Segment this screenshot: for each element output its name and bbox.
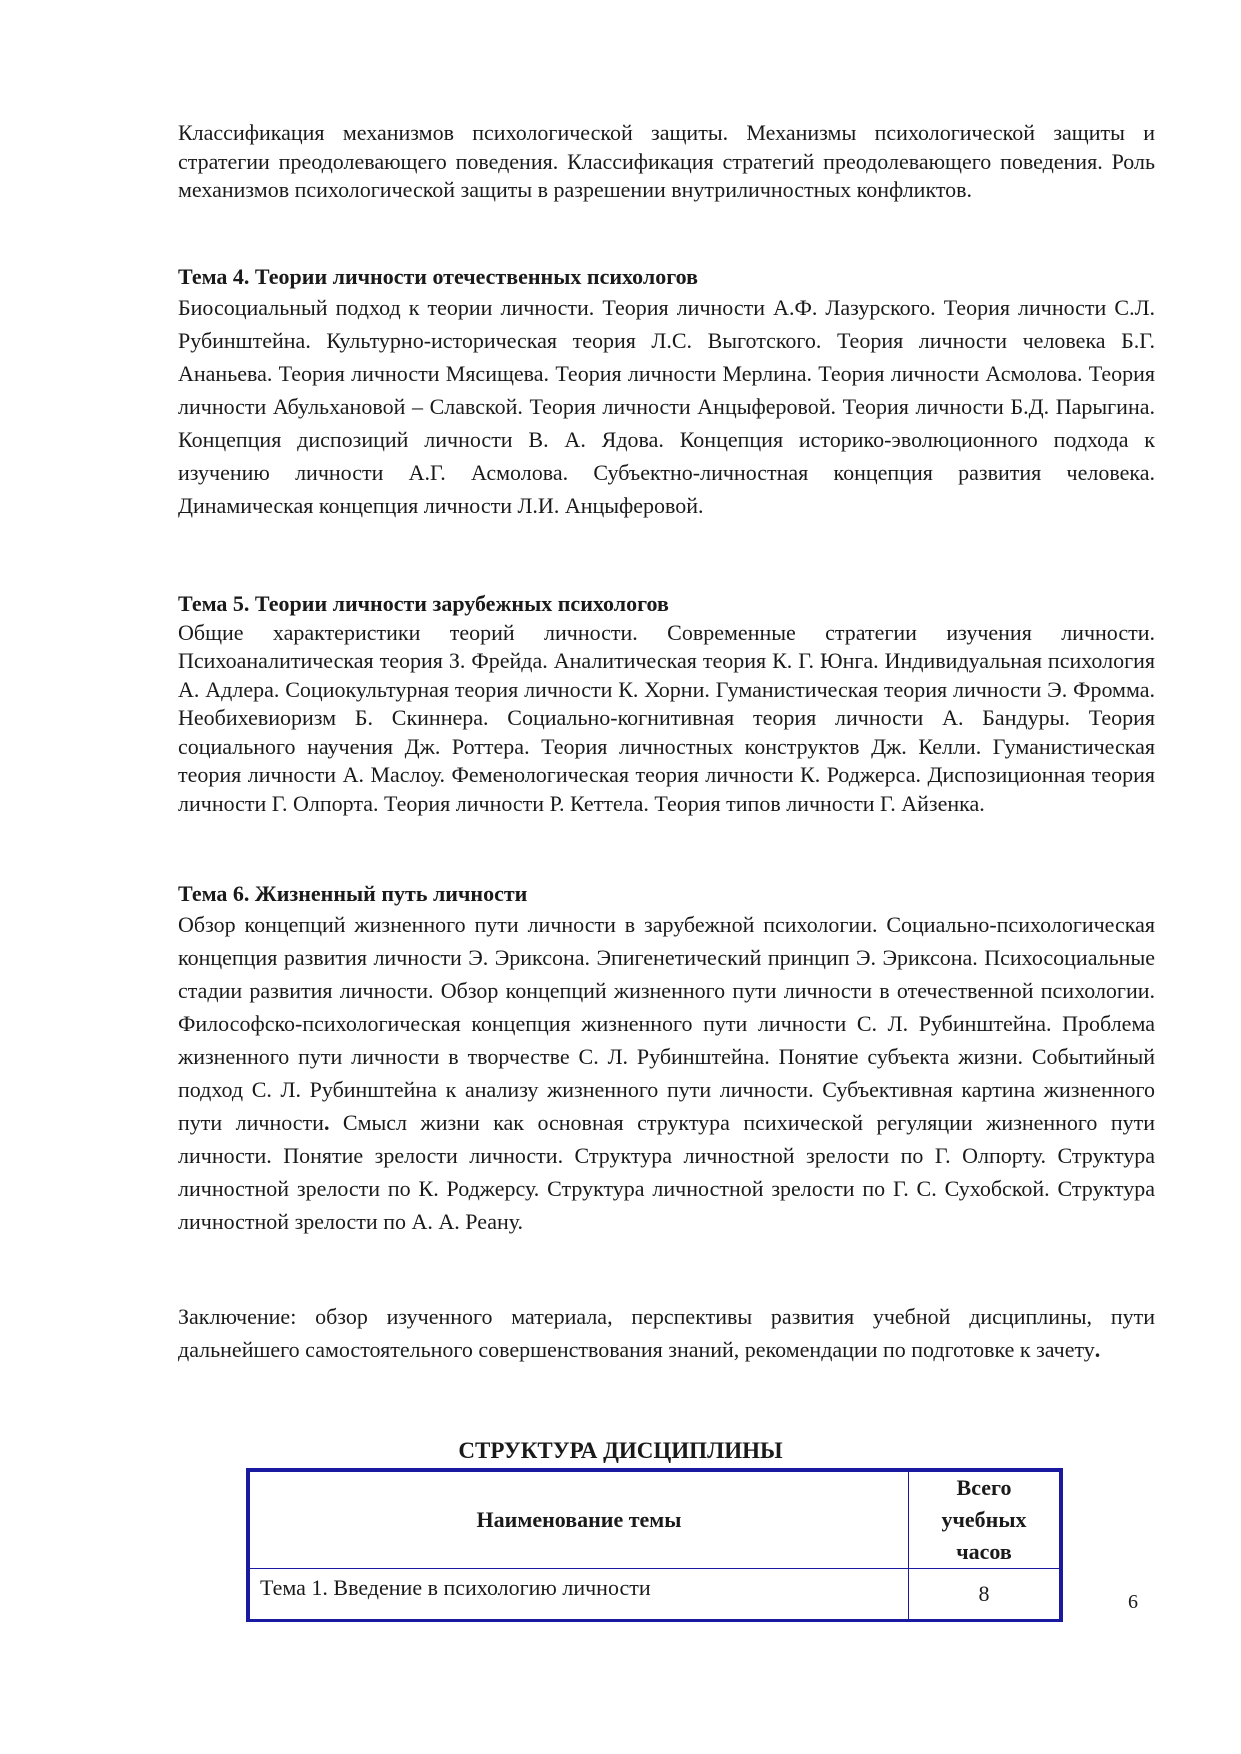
row-topic-cell: Тема 1. Введение в психологию личности [248, 1569, 909, 1621]
table-row [248, 1569, 1061, 1621]
row-hours-cell: 8 [978, 1581, 990, 1606]
structure-table [246, 1468, 1063, 1622]
page-number: 6 [1128, 1591, 1138, 1613]
header-hours-line3: часов [956, 1539, 1012, 1564]
topic6-body [178, 908, 1155, 1238]
header-hours-line1: Всего [956, 1475, 1012, 1500]
conclusion-section [178, 1300, 1155, 1366]
topic6-body-part1: Обзор концепций жизненного пути личности в зарубежной психологии. Социально-психологическая концепция развития личности Э. Эриксона. Эпигенетический принцип Э. Эриксона. Психосоциальные стадии развития личности. Обзор концепций жизненного пути личности в отечественной психологии. Философско-психологическая концепция жизненного пути личности С. Л. Рубинштейна. Проблема жизненного пути личности в творчестве С. Л. Рубинштейна. Понятие субъекта жизни. Событийный подход С. Л. Рубинштейна к анализу жизненного пути личности. Субъективная картина жизненного пути личности [178, 912, 1155, 1135]
topic3-continuation [178, 119, 1155, 205]
topic6-bold-period: . [323, 1110, 330, 1135]
topic5-body: Общие характеристики теорий личности. Современные стратегии изучения личности. Психоаналитическая теория З. Фрейда. Аналитическая теория К. Г. Юнга. Индивидуальная психология А. Адлера. Социокультурная теория личности К. Хорни. Гуманистическая теория личности Э. Фромма. Необихевиоризм Б. Скиннера. Социально-когнитивная теория личности А. Бандуры. Теория социального научения Дж. Роттера. Теория личностных конструктов Дж. Келли. Гуманистическая теория личности А. Маслоу. Феменологическая теория личности К. Роджерса. Диспозиционная теория личности Г. Олпорта. Теория личности Р. Кеттела. Теория типов личности Г. Айзенка. [178, 619, 1155, 816]
topic6-section [178, 880, 1155, 1238]
topic4-heading: Тема 4. Теории личности отечественных психологов [178, 264, 698, 289]
conclusion-paragraph [178, 1300, 1155, 1366]
topic4-body: Биосоциальный подход к теории личности. Теория личности А.Ф. Лазурского. Теория личности С.Л. Рубинштейна. Культурно-историческая теория Л.С. Выготского. Теория личности человека Б.Г. Ананьева. Теория личности Мясищева. Теория личности Мерлина. Теория личности Асмолова. Теория личности Абульхановой – Славской. Теория личности Анцыферовой. Теория личности Б.Д. Парыгина. Концепция диспозиций личности В. А. Ядова. Концепция историко-эволюционного подхода к изучению личности А.Г. Асмолова. Субъектно-личностная концепция развития человека. Динамическая концепция личности Л.И. Анцыферовой. [178, 295, 1155, 518]
topic6-heading: Тема 6. Жизненный путь личности [178, 881, 528, 906]
topic5-section [178, 590, 1155, 818]
header-hours-line2: учебных [941, 1507, 1027, 1532]
topic4-section [178, 263, 1155, 522]
header-total-hours [909, 1470, 1062, 1569]
conclusion-bold-period: . [1094, 1337, 1101, 1362]
structure-table-header-row [248, 1470, 1061, 1569]
topic5-heading: Тема 5. Теории личности зарубежных психологов [178, 591, 669, 616]
header-topic-name: Наименование темы [248, 1470, 909, 1569]
structure-title: СТРУКТУРА ДИСЦИПЛИНЫ [458, 1438, 783, 1463]
topic3-tail-paragraph: Классификация механизмов психологической защиты. Механизмы психологической защиты и стратегии преодолевающего поведения. Классификация стратегий преодолевающего поведения. Роль механизмов психологической защиты в разрешении внутриличностных конфликтов. [178, 120, 1155, 202]
conclusion-text: Заключение: обзор изученного материала, перспективы развития учебной дисциплины, пути дальнейшего самостоятельного совершенствования знаний, рекомендации по подготовке к зачету [178, 1304, 1155, 1362]
topic6-body-part2: Смысл жизни как основная структура психической регуляции жизненного пути личности. Понятие зрелости личности. Структура личностной зрелости по Г. Олпорту. Структура личностной зрелости по К. Роджерсу. Структура личностной зрелости по Г. С. Сухобской. Структура личностной зрелости по А. А. Реану. [178, 1110, 1156, 1234]
